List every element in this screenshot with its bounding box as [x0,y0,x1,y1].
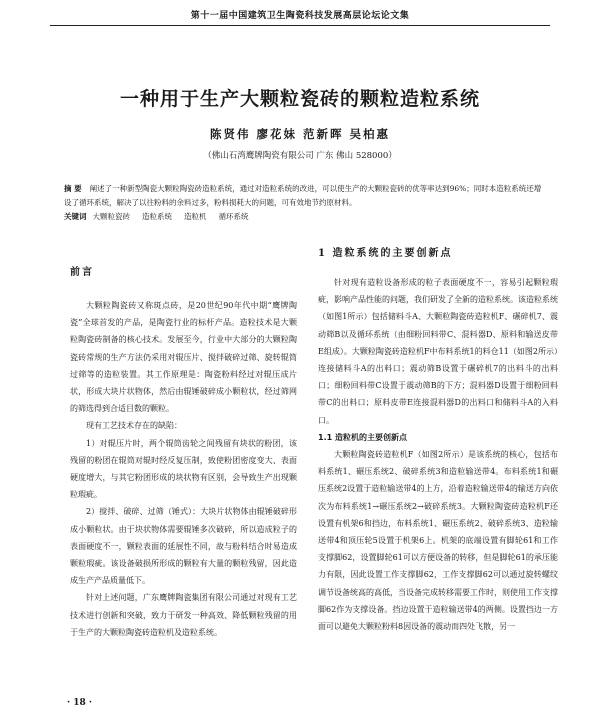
section-heading-1: 1 造粒系统的主要创新点 [318,248,453,259]
affiliation: （佛山石湾鹰牌陶瓷有限公司 广东 佛山 528000） [203,151,397,161]
left-column [70,297,297,641]
paragraph: 2）搅拌、破碎、过筛（锤式）：大块片状物体由辊锤破碎形成小颗粒状。由于块状物体需要辊锤多次破碎，所以造成粒子的表面硬度不一，颗粒表面的延展性不同，故与粉料结合时易造成颗粒瑕疵。该设备破损所形成的颗粒有大量的颗粒残留，因此造成生产产品质量低下。 [70,507,297,586]
paragraph: 现有工艺技术存在的缺陷： [86,421,182,431]
keywords-label: 关键词 [64,212,87,221]
authors: 陈贤伟 廖花妹 范新晖 吴柏惠 [209,127,390,141]
paragraph: 大颗粒陶瓷砖造粒机F（如图2所示）是该系统的核心，包括布料系统1、碾压系统2、破碎系统3和造粒输送带4。布料系统1和碾压系统2设置于造粒输送带4的上方，沿着造粒输送带4的输送方向依次为布料系统1→碾压系统2→破碎系统3。大颗粒陶瓷砖造粒机F还设置有机架6和挡边，布料系统1、碾压系统2、破碎系统3、造粒输送带4和顶压轮5设置于机架6上。机架的底端设置有脚轮61和工作支撑脚62，设置脚轮61可以方便设备的转移，但是脚轮61的承压能力有限，因此设置工作支撑脚62，工作支撑脚62可以通过旋转螺纹调节设备统高的高低，当设备完成转移需要工作时，则使用工作支撑脚62作为支撑设备。挡边设置于造粒输送带4的两侧。设置挡边一方面可以避免大颗粒粉料8因设备的震动而四处飞散，另一 [318,450,558,632]
paragraph: 针对上述问题，广东鹰牌陶瓷集团有限公司通过对现有工艺技术进行创新和突破，致力于研发一种高效、降低颗粒残留的用于生产的大颗粒陶瓷砖造粒机及造粒系统。 [70,593,297,637]
page-number: · 18 · [67,698,93,708]
abstract-block [64,182,544,224]
abstract-text: 阐述了一种新型陶瓷大颗粒陶瓷砖造粒系统，通过对造粒系统的改进，可以使生产的大颗粒瓷砖的优等率达到96%；同时本造粒系统还增设了循环系统，解决了以往粉料的余料过多，粉料损耗大的问题，可有效地节约原材料。 [64,184,542,207]
paragraph: 针对现有造粒设备形成的粒子表面硬度不一，容易引起颗粒瑕疵，影响产品性能的问题，我们研发了全新的造粒系统。该造粒系统（如图1所示）包括储料斗A、大颗粒陶瓷砖造粒机F、碾碎机7、震动筛B以及循环系统（由细粉回料带C、混料器D、原料和输送皮带E组成）。大颗粒陶瓷砖造粒机F中布料系统1的料仓11（如图2所示）连接储料斗A的出料口；震动筛B设置于碾碎机7的出料斗的出料口；细粉回料带C设置于震动筛B的下方；混料器D设置于细粉回料带C的出料口；原料皮带E连接混料器D的出料口和储料斗A的入料口。 [318,278,558,425]
keyword: 大颗粒瓷砖 [92,212,130,221]
header-rule [50,25,550,26]
keywords [64,210,544,224]
keyword: 造粒系统 [142,212,172,221]
subsection-heading-1-1: 1.1 造粒机的主要创新点 [318,432,407,442]
paragraph: 大颗粒陶瓷砖又称斑点砖，是20世纪90年代中期“鹰牌陶瓷”全球首发的产品，是陶瓷行业的标杆产品。造粒技术是大颗粒陶瓷砖制备的核心技术。发展至今，行业中大部分的大颗粒陶瓷砖常规的生产方法仍采用对辊压片、搅拌破碎过筛、旋转辊筒过筛等的造粒装置。其工作原理是：陶瓷粉料经过对辊压成片状，形成大块片状物体，然后由辊锤破碎成小颗粒状，经过筛网的筛选得到合适目数的颗粒。 [70,301,297,414]
keyword: 循环系统 [218,212,249,221]
paragraph: 1）对辊压片时，两个辊筒齿轮之间残留有块状的粉团，该残留的粉团在辊筒对辊时经反复压制，致使粉团密度变大、表面硬度增大，与其它粉团形成的块状物有区别，会导致生产出现颗粒瑕疵。 [70,438,297,500]
header-text: 第十一届中国建筑卫生陶瓷科技发展高层论坛论文集 [190,11,410,21]
abstract [64,182,544,210]
section-heading-foreword: 前言 [70,267,94,278]
right-column [318,274,558,635]
paper-title: 一种用于生产大颗粒瓷砖的颗粒造粒系统 [119,88,480,110]
abstract-label: 摘 要 [64,184,82,193]
keyword: 造粒机 [184,212,207,221]
running-header [0,0,600,36]
